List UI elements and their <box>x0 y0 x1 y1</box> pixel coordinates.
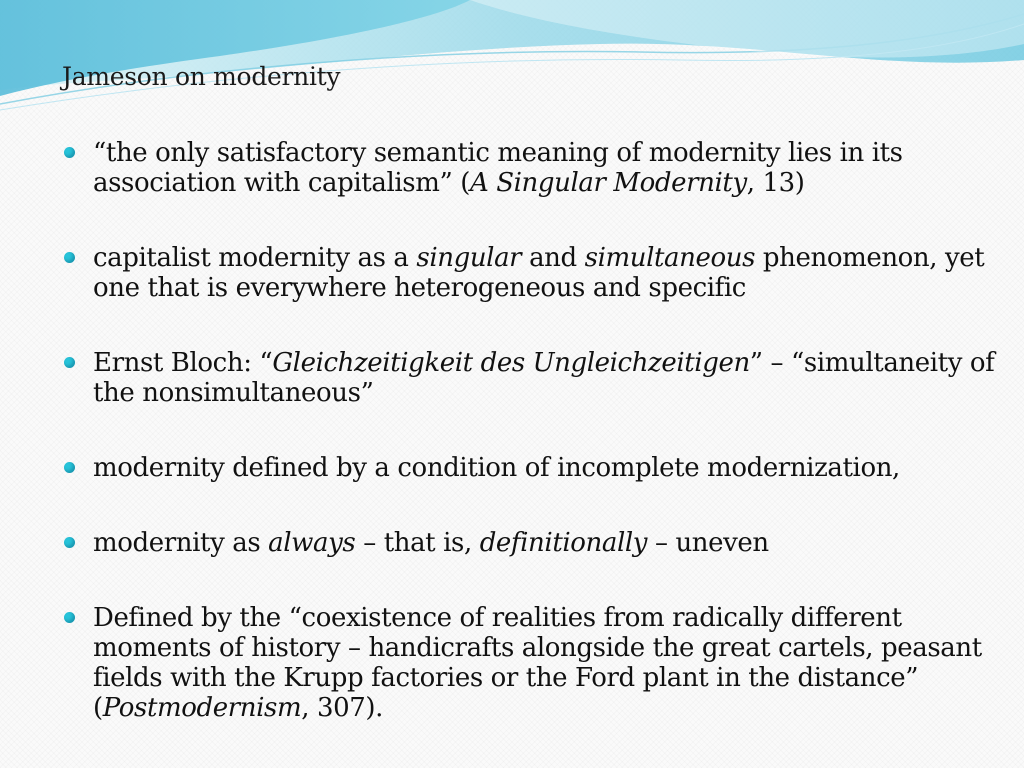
bullet-dot-icon <box>64 537 75 548</box>
bullet-list <box>62 138 1002 723</box>
slide-title: Jameson on modernity <box>62 62 341 91</box>
italic-text: simultaneous <box>584 243 756 273</box>
bullet-dot-icon <box>64 252 75 263</box>
bullet-text <box>93 603 982 723</box>
text-segment: capitalist modernity as a <box>93 243 417 273</box>
header-wave-decoration <box>0 0 1024 120</box>
text-segment: “the only satisfactory semantic meaning of modernity lies in its association with capitalism” ( <box>93 138 903 198</box>
text-segment: Defined by the “coexistence of realities from radically different moments of history – handicrafts alongside the great cartels, peasant fields with the Krupp factories or the Ford plant in the distance” ( <box>93 603 982 723</box>
text-segment: – that is, <box>355 528 480 558</box>
italic-text: Postmodernism <box>102 693 302 723</box>
italic-text: Gleichzeitigkeit des Ungleichzeitigen <box>272 348 750 378</box>
bullet-dot-icon <box>64 147 75 158</box>
bullet-item <box>62 603 1002 723</box>
bullet-item <box>62 243 1002 303</box>
bullet-item <box>62 453 1002 483</box>
bullet-text <box>93 138 903 198</box>
bullet-text <box>93 453 900 483</box>
bullet-text <box>93 243 984 303</box>
bullet-dot-icon <box>64 357 75 368</box>
bullet-item <box>62 138 1002 198</box>
text-segment: , 13) <box>746 168 805 198</box>
italic-text: always <box>268 528 356 558</box>
italic-text: definitionally <box>479 528 648 558</box>
text-segment: modernity as <box>93 528 269 558</box>
italic-text: A Singular Modernity <box>469 168 747 198</box>
bullet-dot-icon <box>64 462 75 473</box>
text-segment: modernity defined by a condition of incomplete modernization, <box>93 453 900 483</box>
text-segment: – uneven <box>647 528 769 558</box>
text-segment: Ernst Bloch: “ <box>93 348 273 378</box>
bullet-dot-icon <box>64 612 75 623</box>
text-segment: phenomenon, yet one that is everywhere heterogeneous and specific <box>93 243 985 303</box>
text-segment: and <box>521 243 585 273</box>
bullet-text <box>93 528 769 558</box>
bullet-item <box>62 528 1002 558</box>
bullet-item <box>62 348 1002 408</box>
bullet-text <box>93 348 994 408</box>
text-segment: ” – “simultaneity of the nonsimultaneous” <box>93 348 995 408</box>
text-segment: , 307). <box>301 693 384 723</box>
italic-text: singular <box>416 243 522 273</box>
